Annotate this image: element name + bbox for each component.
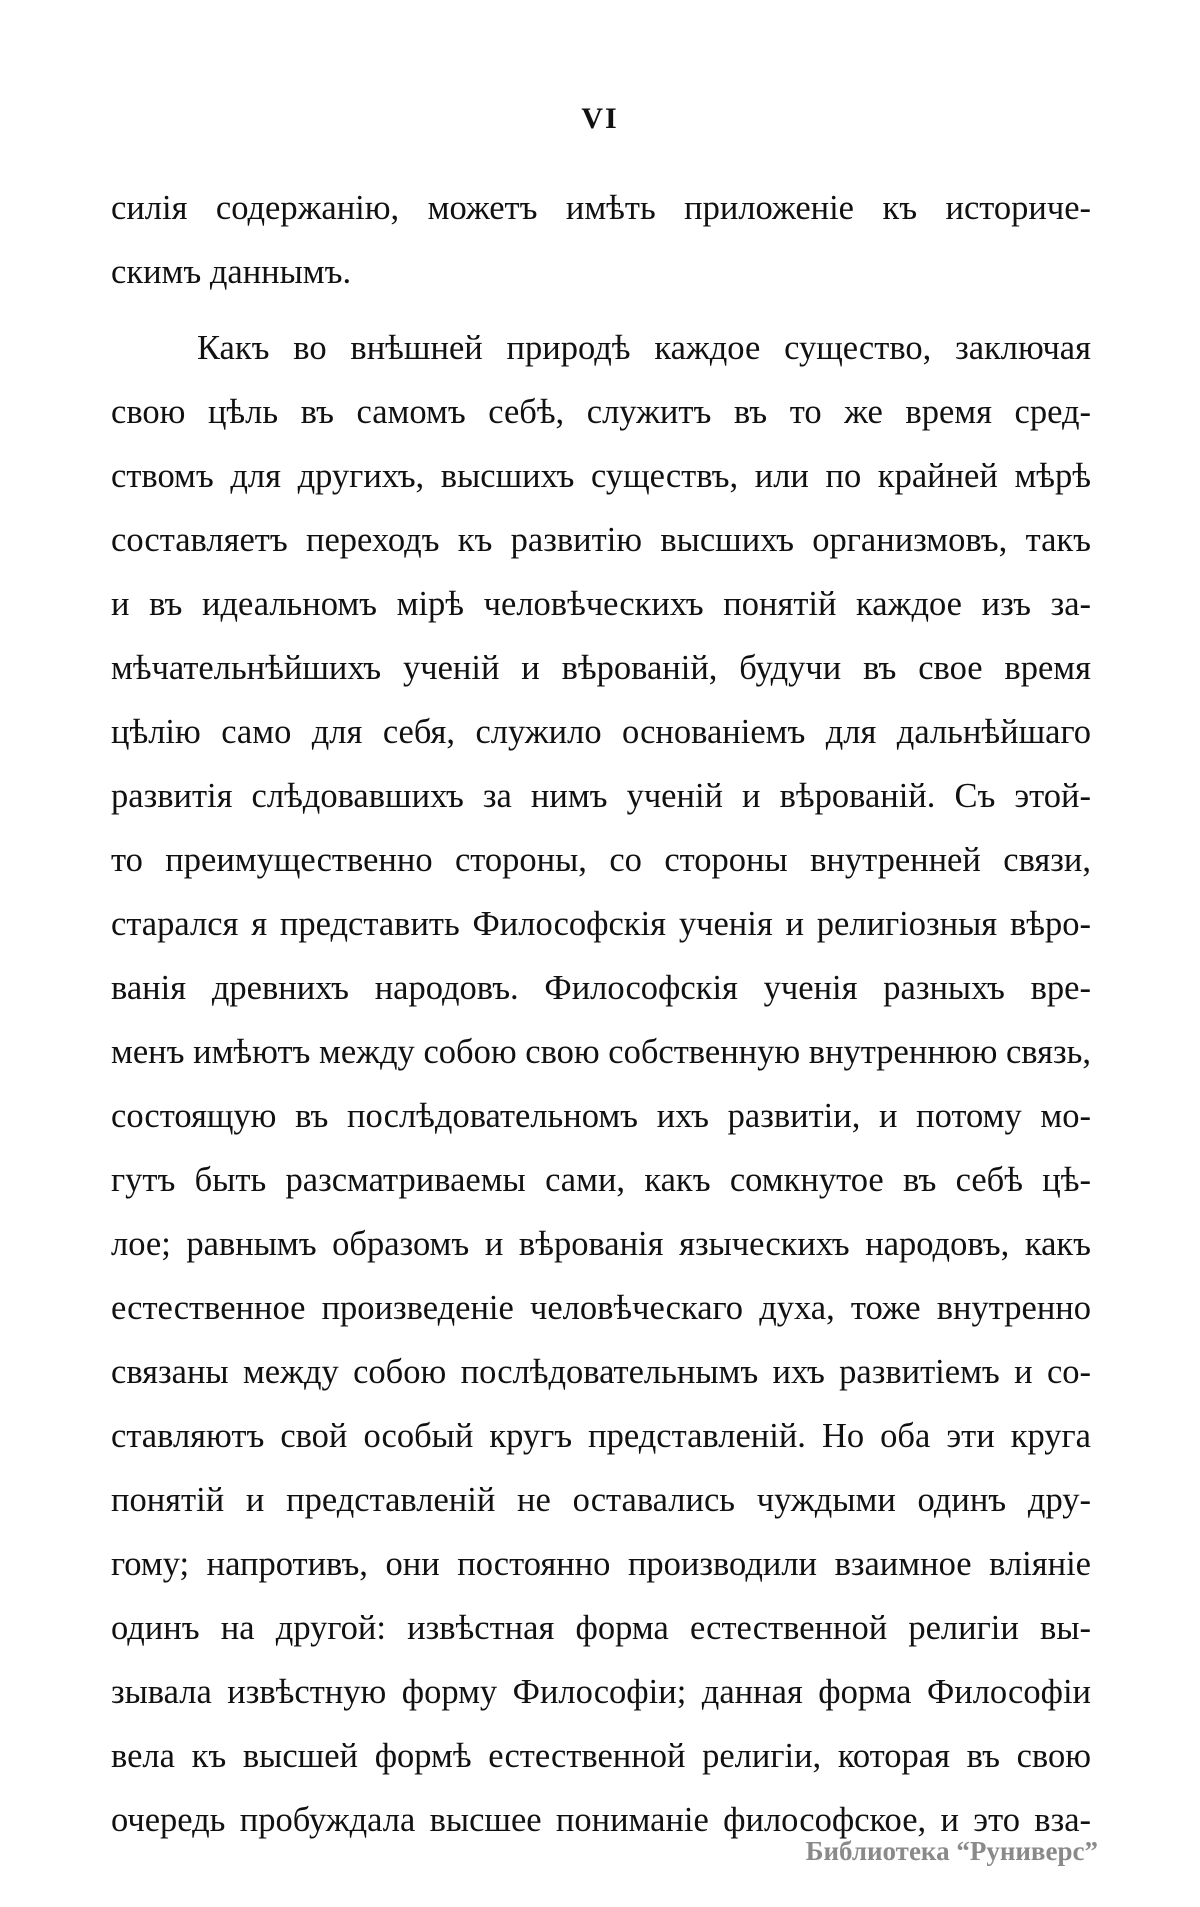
text-line: очередь пробуждала высшее пониманіе философское, и это вза- [111,1801,1091,1839]
paragraph-gap [111,304,1091,316]
text-line: связаны между собою послѣдовательнымъ ихъ развитіемъ и со- [111,1353,1091,1391]
text-line: ставляютъ свой особый кругъ представленій. Но оба эти круга [111,1417,1091,1455]
body-text [111,176,1091,1852]
text-line: гутъ быть разсматриваемы сами, какъ сомкнутое въ себѣ цѣ- [111,1161,1091,1199]
text-line: свою цѣль въ самомъ себѣ, служитъ въ то же время сред- [111,393,1091,431]
page-number: VI [581,102,619,135]
text-line: вела къ высшей формѣ естественной религіи, которая въ свою [111,1737,1091,1775]
text-line: и въ идеальномъ мірѣ человѣческихъ понятій каждое изъ за- [111,585,1091,623]
library-watermark: Библиотека “Руниверс” [805,1836,1098,1866]
text-line: развитія слѣдовавшихъ за нимъ ученій и вѣрованій. Съ этой- [111,777,1091,815]
text-line: ванія древнихъ народовъ. Философскія ученія разныхъ вре- [111,969,1091,1007]
text-line: одинъ на другой: извѣстная форма естественной религіи вы- [111,1609,1091,1647]
text-line: зывала извѣстную форму Философіи; данная форма Философіи [111,1673,1091,1711]
text-line: цѣлію само для себя, служило основаніемъ для дальнѣйшаго [111,713,1091,751]
text-line: лое; равнымъ образомъ и вѣрованія языческихъ народовъ, какъ [111,1225,1091,1263]
text-line: менъ имѣютъ между собою свою собственную внутреннюю связь, [111,1033,1091,1071]
text-line: составляетъ переходъ къ развитію высшихъ организмовъ, такъ [111,521,1091,559]
text-line: силія содержанію, можетъ имѣть приложеніе къ историче- [111,189,1091,227]
text-line: ствомъ для другихъ, высшихъ существъ, или по крайней мѣрѣ [111,457,1091,495]
text-line: старался я представить Философскія ученія и религіозныя вѣро- [111,905,1091,943]
text-line: Какъ во внѣшней природѣ каждое существо, заключая [197,329,1091,367]
text-line: естественное произведеніе человѣческаго духа, тоже внутренно [111,1289,1091,1327]
text-line: скимъ даннымъ. [111,253,352,291]
text-line: понятій и представленій не оставались чуждыми одинъ дру- [111,1481,1091,1519]
text-line: гому; напротивъ, они постоянно производили взаимное вліяніе [111,1545,1091,1583]
text-line: состоящую въ послѣдовательномъ ихъ развитіи, и потому мо- [111,1097,1091,1135]
text-line: мѣчательнѣйшихъ ученій и вѣрованій, будучи въ свое время [111,649,1091,687]
text-line: то преимущественно стороны, со стороны внутренней связи, [111,841,1091,879]
